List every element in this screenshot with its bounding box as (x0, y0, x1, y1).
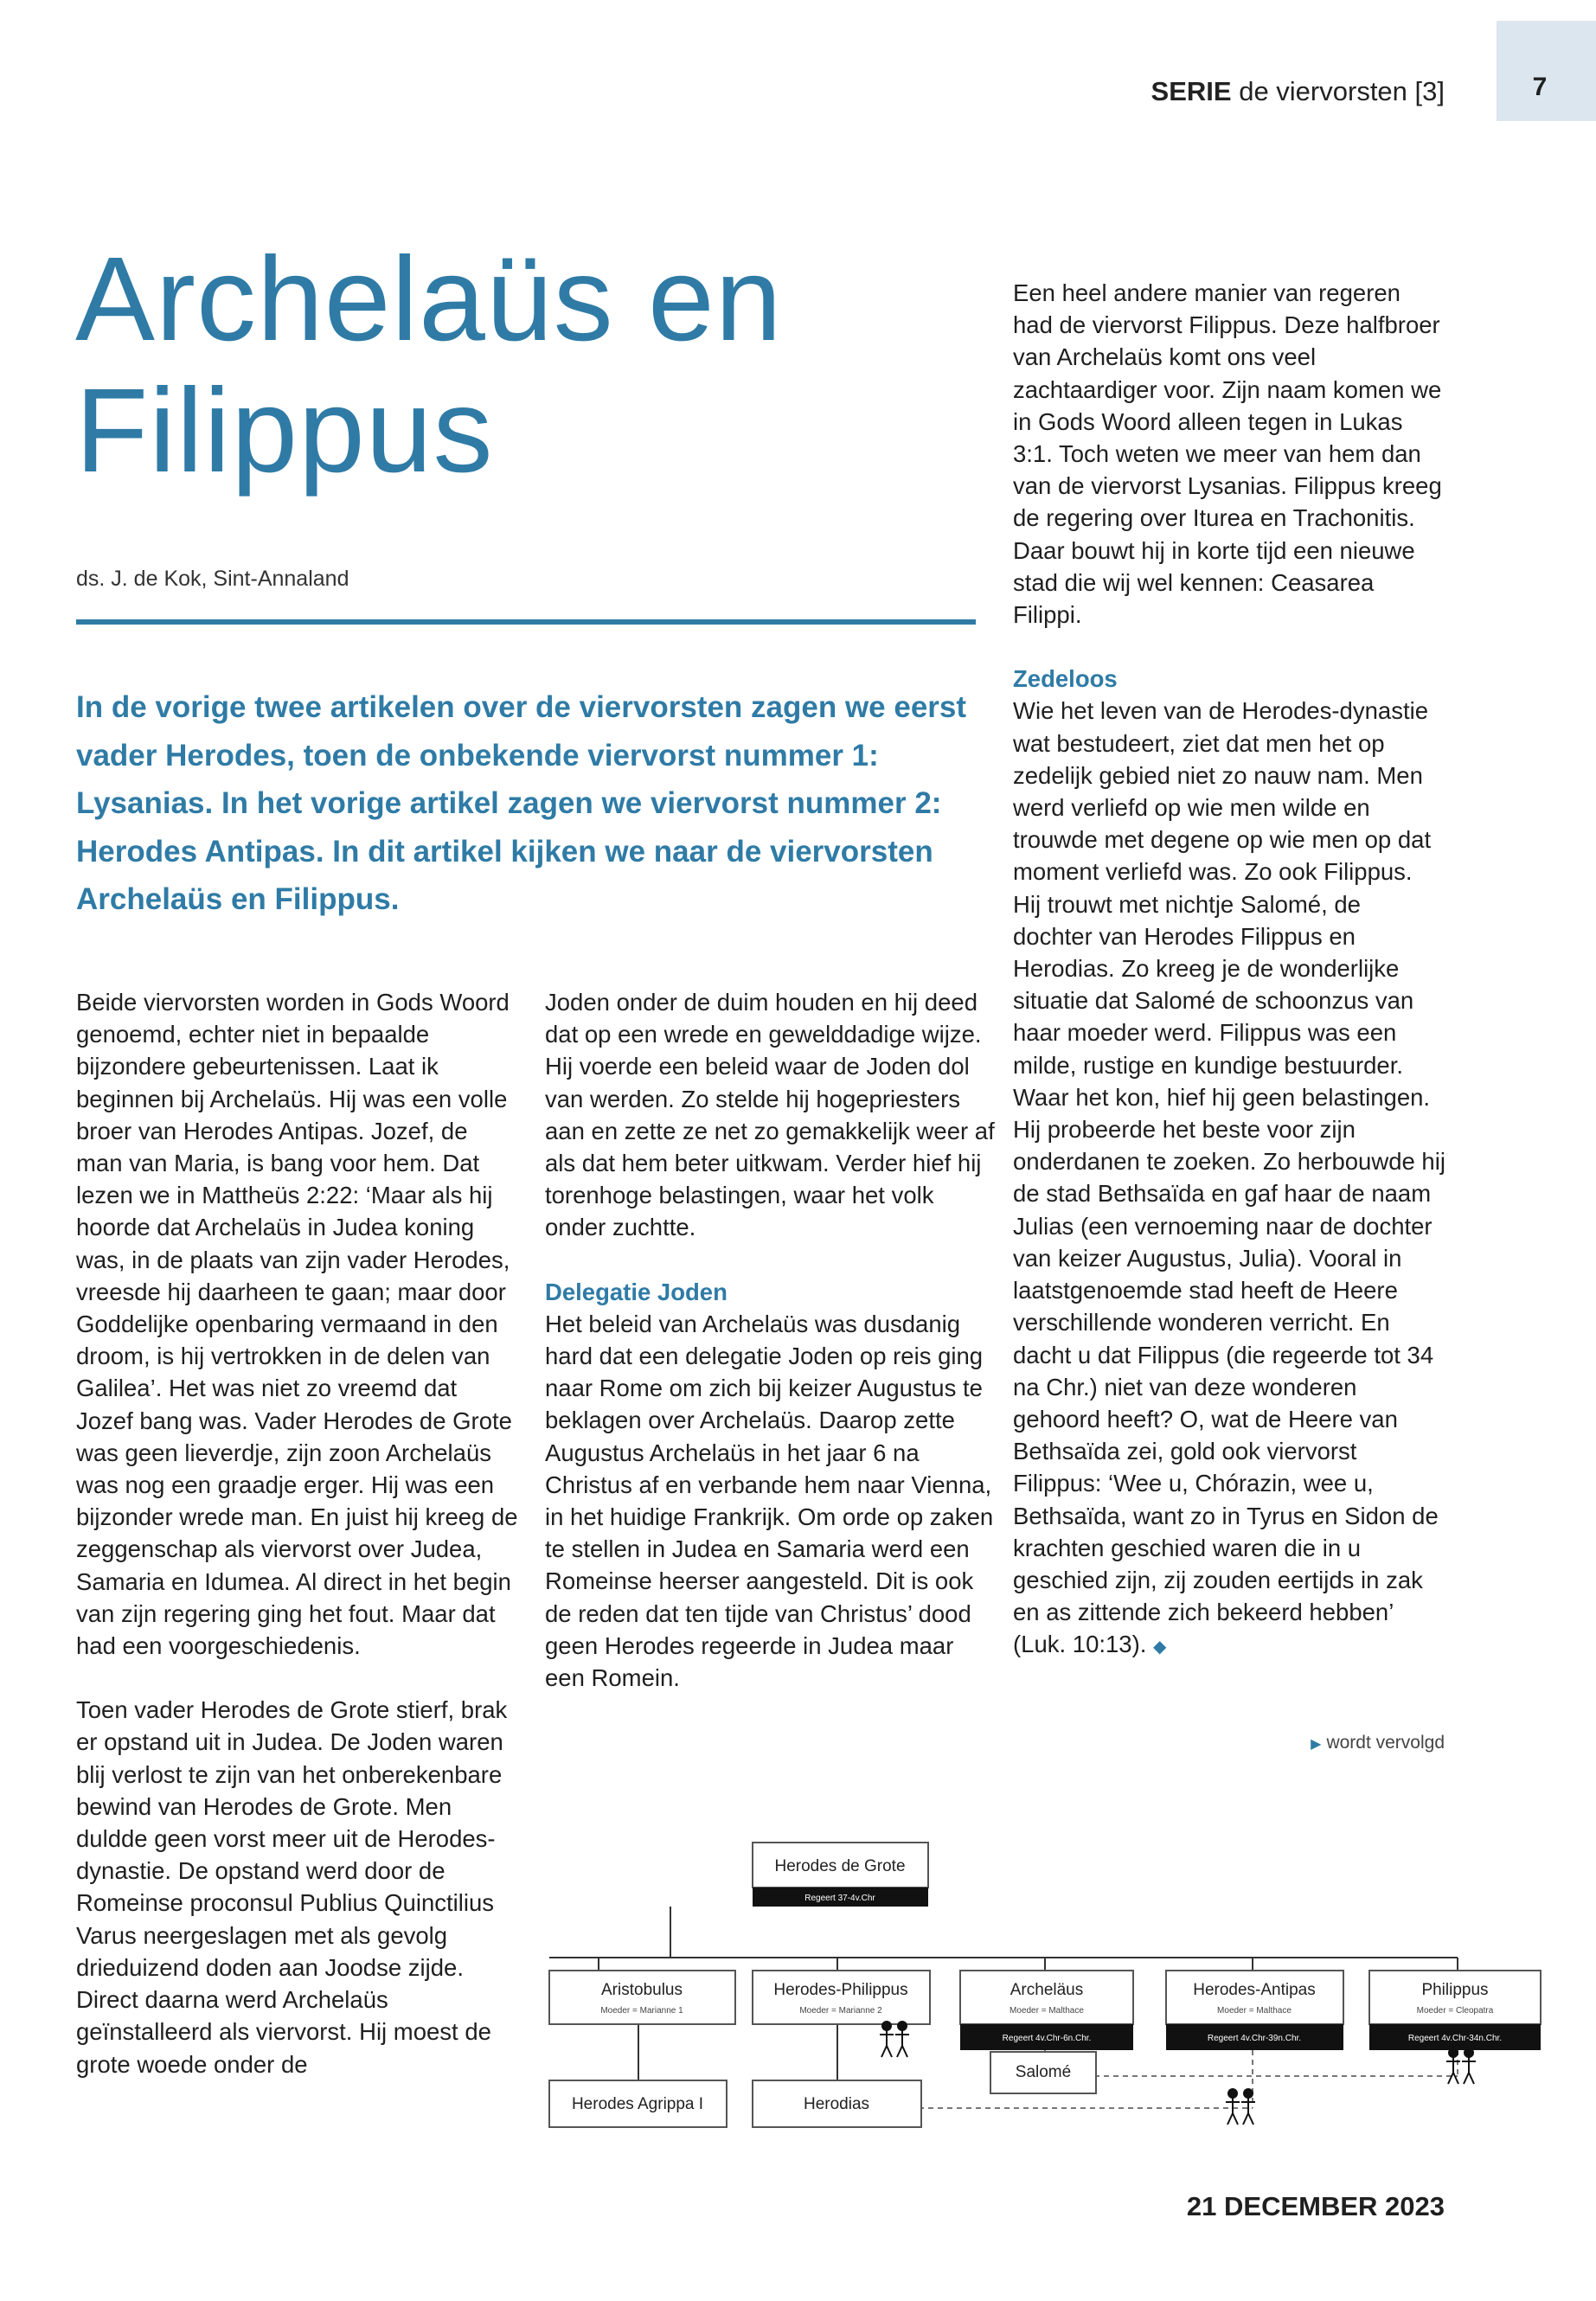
continued-label: wordt vervolgd (1326, 1733, 1445, 1753)
tree-mother-child-5: Moeder = Cleopatra (1416, 2006, 1494, 2016)
col1-paragraph-2: Toen vader Herodes de Grote stierf, brak er opstand uit in Judea. De Joden waren blij verlost te zijn van het onberekenbare bewind van Herodes de Grote. Men duldde geen vorst meer uit de Herodes-dynastie. De opstand werd door de Romeinse proconsul Publius Quinctilius Varus neergeslagen met als gevolg drieduizend doden aan Joodse zijde. Direct daarna werd Archelaüs geïnstalleerd als viervorst. Hij moest de grote woede onder de (76, 1696, 508, 2078)
tree-reign-child-4: Regeert 4v.Chr-39n.Chr. (1207, 2034, 1302, 2043)
tree-mother-child-2: Moeder = Marianne 2 (799, 2006, 882, 2016)
page-tab (1497, 21, 1596, 121)
col2-paragraph-1: Joden onder de duim houden en hij deed dat op een wrede en gewelddadige wijze. Hij voerde een beleid waar de Joden dol van werden. Zo stelde hij hogepriesters aan en zette ze net zo gemakkelijk weer af als dat hem beter uitkwam. Verder hief hij torenhoge belastingen, waar het volk onder zuchtte. (545, 989, 995, 1241)
tree-reign-child-5: Regeert 4v.Chr-34n.Chr. (1407, 2034, 1503, 2043)
col3-paragraph-2-text: Wie het leven van de Herodes-dynastie wat bestudeert, ziet dat men het op zedelijk gebied niet zo nauw nam. Men werd verliefd op wie men wilde en trouwde met degene op wie men op dat moment verliefd was. Zo ook Filippus. Hij trouwt met nichtje Salomé, de dochter van Herodes Filippus en Herodias. Zo kreeg je de wonderlijke situatie dat Salomé de schoonzus van haar moeder werd. Filippus was een milde, rustige en kundige bestuurder. Waar het kon, hief hij geen belastingen. Hij probeerde het beste voor zijn onderdanen te zoeken. Zo herbouwde hij de stad Bethsaïda en gaf haar de naam Julias (een vernoeming naar de dochter van keizer Augustus, Julia). Vooral in laatstgenoemde stad heeft de Heere verschillende wonderen verricht. En dacht u dat Filippus (die regeerde tot 34 na Chr.) niet van deze wonderen gehoord heeft? O, wat de Heere van Bethsaïda zei, gold ook viervorst Filippus: ‘Wee u, Chórazin, wee u, Bethsaïda, want zo in Tyrus en Sidon de krachten geschied waren die in u geschied zijn, zij zouden eertijds in zak en as zittende zich bekeerd hebben’ (Luk. 10:13). (1013, 697, 1445, 1658)
author-byline: ds. J. de Kok, Sint-Annaland (76, 567, 349, 591)
tree-reign-child-3: Regeert 4v.Chr-6n.Chr. (1002, 2034, 1092, 2043)
lead-paragraph: In de vorige twee artikelen over de viervorsten zagen we eerst vader Herodes, toen de onbekende viervorst nummer 1: Lysanias. In het vorige artikel zagen we viervorst nummer 2: Herodes Antipas. In dit artikel kijken we naar de viervorsten Archelaüs en Filippus. (76, 690, 967, 916)
play-triangle-icon: ▶ (1311, 1737, 1322, 1752)
col3-paragraph-2 (1013, 695, 1445, 1663)
tree-label-grandchild-3: Salomé (1015, 2063, 1072, 2081)
end-diamond-icon: ◆ (1153, 1638, 1167, 1657)
tree-label-grandchild-2: Herodias (803, 2095, 870, 2113)
tree-mother-child-4: Moeder = Malthace (1217, 2006, 1292, 2016)
issue-date: 21 DECEMBER 2023 (1186, 2191, 1445, 2221)
tree-label-root: Herodes de Grote (774, 1857, 906, 1875)
family-tree-diagram (541, 1834, 1553, 2145)
tree-label-child-4: Herodes-Antipas (1193, 1981, 1316, 1999)
text-column-1 (76, 986, 519, 2080)
tree-label-grandchild-1: Herodes Agrippa I (571, 2095, 704, 2113)
tree-label-child-5: Philippus (1421, 1981, 1489, 1999)
col3-paragraph-1: Een heel andere manier van regeren had de viervorst Filippus. Deze halfbroer van Archelaüs komt ons veel zachtaardiger voor. Zijn naam komen we in Gods Woord alleen tegen in Lukas 3:1. Toch weten we meer van hem dan van de viervorst Lysanias. Filippus kreeg de regering over Iturea en Trachonitis. Daar bouwt hij in korte tijd een nieuwe stad die wij wel kennen: Ceasarea Filippi. (1013, 279, 1442, 629)
couple-figure-icon (1446, 2048, 1476, 2084)
page-number: 7 (1532, 73, 1548, 101)
title-divider (76, 619, 976, 625)
col1-paragraph-1: Beide viervorsten worden in Gods Woord genoemd, echter niet in bepaalde bijzondere gebeurtenissen. Laat ik beginnen bij Archelaüs. Hij was een volle broer van Herodes Antipas. Jozef, de man van Maria, is bang voor hem. Dat lezen we in Mattheüs 2:22: ‘Maar als hij hoorde dat Archelaüs in Judea koning was, in de plaats van zijn vader Herodes, vreesde hij daarheen te gaan; maar door Goddelijke openbaring vermaand in den droom, is hij vertrokken in de delen van Galilea’. Het was niet zo vreemd dat Jozef bang was. Vader Herodes de Grote was geen lieverdje, zijn zoon Archelaüs was nog een graadje erger. Hij was een bijzonder wrede man. En juist hij kreeg de zeggenschap als viervorst over Judea, Samaria en Idumea. Al direct in het begin van zijn regering ging het fout. Maar dat had een voorgeschiedenis. (76, 989, 518, 1660)
series-title: de viervorsten [3] (1239, 76, 1445, 106)
series-label: SERIE (1151, 76, 1232, 106)
title-line-1: Archelaüs en (75, 233, 783, 366)
tree-mother-child-3: Moeder = Malthace (1010, 2006, 1084, 2016)
continued-note (1311, 1733, 1445, 1753)
tree-mother-child-1: Moeder = Marianne 1 (600, 2006, 683, 2016)
tree-reign-root: Regeert 37-4v.Chr (804, 1894, 875, 1903)
couple-figure-icon (880, 2022, 909, 2057)
text-column-2 (545, 986, 995, 1694)
text-column-3 (1013, 277, 1445, 1664)
couple-figure-icon (1226, 2089, 1255, 2125)
series-header (1151, 76, 1445, 107)
tree-label-child-1: Aristobulus (601, 1981, 683, 1999)
article-title (75, 234, 958, 497)
tree-label-child-3: Archeläus (1010, 1981, 1084, 1999)
col2-paragraph-2: Het beleid van Archelaüs was dusdanig hard dat een delegatie Joden op reis ging naar Rome om zich bij keizer Augustus te beklagen over Archelaüs. Daarop zette Augustus Archelaüs in het jaar 6 na Christus af en verbande hem naar Vienna, in het huidige Frankrijk. Om orde op zaken te stellen in Judea en Samaria werd een Romeinse heerser aangesteld. Dit is ook de reden dat ten tijde van Christus’ dood geen Herodes regeerde in Judea maar een Romein. (545, 1310, 994, 1692)
tree-label-child-2: Herodes-Philippus (773, 1981, 908, 1999)
subheading-delegatie: Delegatie Joden (545, 1278, 727, 1305)
subheading-zedeloos: Zedeloos (1013, 665, 1118, 693)
title-line-2: Filippus (75, 364, 494, 497)
